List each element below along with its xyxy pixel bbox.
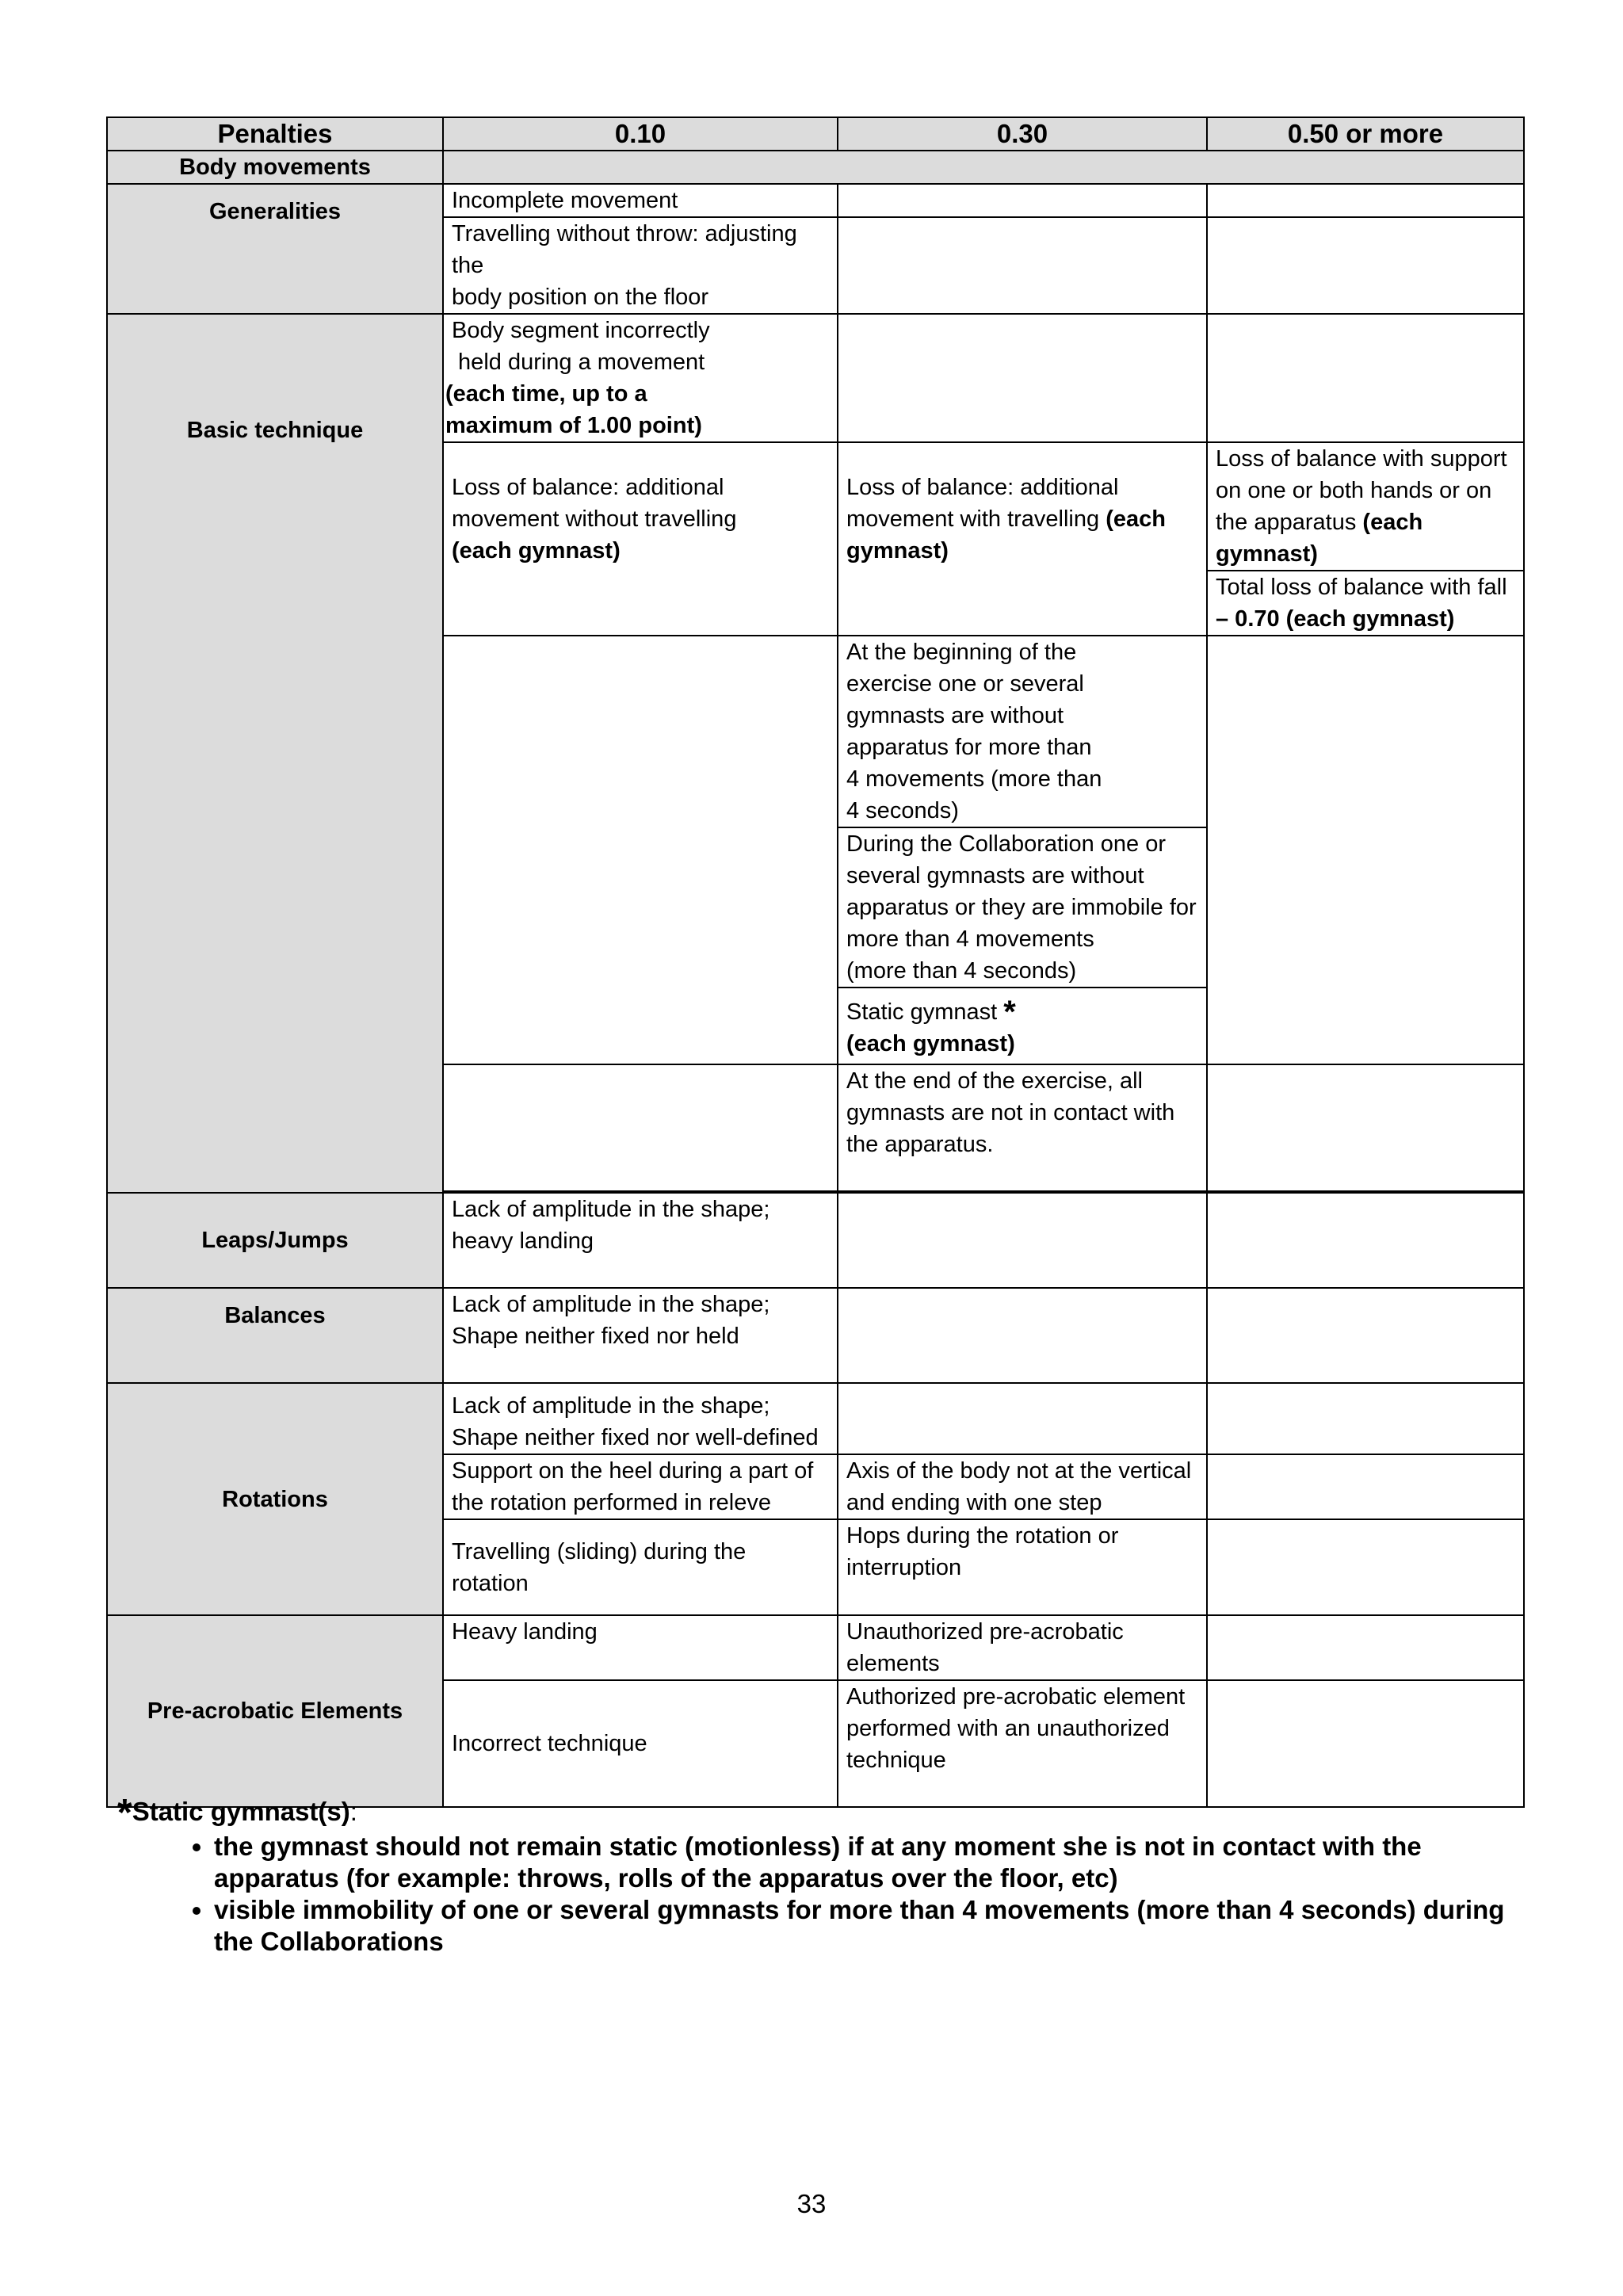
category-generalities: Generalities xyxy=(107,184,443,314)
empty-cell xyxy=(1207,1383,1524,1454)
empty-cell xyxy=(1207,184,1524,217)
header-030: 0.30 xyxy=(838,117,1207,151)
cell-line: Loss of balance with support xyxy=(1216,446,1507,472)
cell-text: Heavy landing xyxy=(443,1615,838,1680)
empty-cell xyxy=(1207,1288,1524,1383)
cell-line: 4 movements (more than xyxy=(846,766,1102,792)
cell-line: held during a movement xyxy=(452,350,705,375)
empty-cell xyxy=(1207,1680,1524,1807)
empty-cell xyxy=(838,314,1207,442)
cell-balance-030 xyxy=(838,442,1207,636)
section-filler xyxy=(443,151,1524,184)
cell-line: the rotation performed in releve xyxy=(452,1490,771,1515)
cell-line: Loss of balance: additional xyxy=(846,475,1119,500)
empty-cell xyxy=(443,636,838,1064)
cell-beginning xyxy=(838,636,1207,827)
page-number: 33 xyxy=(796,2189,827,2218)
cell-line: Body segment incorrectly xyxy=(452,318,710,343)
cell-line: Lack of amplitude in the shape; xyxy=(452,1393,770,1419)
cell-line: – 0.70 (each gymnast) xyxy=(1216,606,1455,632)
table-row xyxy=(107,1383,1524,1454)
cell-line: (each gymnast) xyxy=(846,1031,1015,1056)
section-row xyxy=(107,151,1524,184)
table-row xyxy=(107,314,1524,442)
section-body-movements: Body movements xyxy=(107,151,443,184)
header-penalties: Penalties xyxy=(107,117,443,151)
cell-text xyxy=(443,1288,838,1383)
header-010: 0.10 xyxy=(443,117,838,151)
cell-collaboration xyxy=(838,827,1207,988)
empty-cell xyxy=(1207,1193,1524,1288)
cell-line: (each gymnast) xyxy=(452,538,621,563)
cell-line: heavy landing xyxy=(452,1228,594,1254)
cell-text xyxy=(443,217,838,314)
cell-line: movement with travelling (each xyxy=(846,506,1166,532)
asterisk-mark: * xyxy=(1003,995,1016,1030)
category-rotations: Rotations xyxy=(107,1383,443,1615)
empty-cell xyxy=(1207,1519,1524,1615)
cell-line: elements xyxy=(846,1651,940,1676)
cell-line: several gymnasts are without xyxy=(846,863,1144,888)
cell-line: Shape neither fixed nor well-defined xyxy=(452,1425,819,1450)
cell-text xyxy=(443,1454,838,1519)
cell-line: Support on the heel during a part of xyxy=(452,1458,814,1484)
empty-cell xyxy=(1207,1454,1524,1519)
category-label: Basic technique xyxy=(186,417,364,443)
cell-balance-010 xyxy=(443,442,838,636)
cell-balance-050a xyxy=(1207,442,1524,571)
category-balances: Balances xyxy=(107,1288,443,1383)
cell-line: gymnast) xyxy=(1216,541,1318,567)
cell-line: (each time, up to a xyxy=(445,381,647,407)
list-item: • the gymnast should not remain static (motionless) if at any moment she is not in contact with the apparatus (for example: throws, rolls of the apparatus over the floor, etc) xyxy=(214,1831,1512,1894)
cell-static-gymnast xyxy=(838,988,1207,1064)
cell-line: Lack of amplitude in the shape; xyxy=(452,1197,770,1222)
cell-text xyxy=(443,1193,838,1288)
cell-line: Axis of the body not at the vertical xyxy=(846,1458,1192,1484)
empty-cell xyxy=(838,184,1207,217)
cell-text xyxy=(838,1454,1207,1519)
footnote-colon: : xyxy=(349,1797,357,1826)
cell-line: interruption xyxy=(846,1555,962,1580)
cell-line: Travelling without throw: adjusting the xyxy=(452,221,797,278)
cell-line: apparatus for more than xyxy=(846,735,1092,760)
cell-text: Incomplete movement xyxy=(443,184,838,217)
cell-line: maximum of 1.00 point) xyxy=(445,413,702,438)
cell-balance-050b xyxy=(1207,571,1524,636)
list-item: • visible immobility of one or several gymnasts for more than 4 movements (more than 4 seconds) during the Collaborations xyxy=(214,1894,1512,1958)
empty-cell xyxy=(1207,1615,1524,1680)
cell-line: Lack of amplitude in the shape; xyxy=(452,1292,770,1317)
footnote xyxy=(117,1793,1512,1958)
category-pre-acrobatic: Pre-acrobatic Elements xyxy=(107,1615,443,1807)
cell-line: movement without travelling xyxy=(452,506,737,532)
cell-line: (more than 4 seconds) xyxy=(846,958,1077,984)
cell-line: on one or both hands or on xyxy=(1216,478,1492,503)
cell-line: exercise one or several xyxy=(846,671,1084,697)
cell-line: Authorized pre-acrobatic element xyxy=(846,1684,1186,1710)
cell-line: Static gymnast * xyxy=(846,995,1016,1030)
cell-line: technique xyxy=(846,1748,946,1773)
asterisk-mark: * xyxy=(117,1792,132,1834)
cell-line: body position on the floor xyxy=(452,285,709,310)
empty-cell xyxy=(1207,1064,1524,1191)
cell-text xyxy=(838,1615,1207,1680)
empty-cell xyxy=(838,217,1207,314)
cell-line: Hops during the rotation or xyxy=(846,1523,1119,1549)
empty-cell xyxy=(443,1064,838,1191)
cell-line: apparatus or they are immobile for xyxy=(846,895,1197,920)
cell-line: Shape neither fixed nor held xyxy=(452,1324,739,1349)
cell-line: Unauthorized pre-acrobatic xyxy=(846,1619,1124,1645)
cell-line: Total loss of balance with fall xyxy=(1216,575,1507,600)
cell-text xyxy=(838,1680,1207,1807)
cell-end xyxy=(838,1064,1207,1191)
cell-line: the apparatus (each xyxy=(1216,510,1423,535)
empty-cell xyxy=(838,1193,1207,1288)
table-row xyxy=(107,1288,1524,1383)
empty-cell xyxy=(1207,314,1524,442)
table-row xyxy=(107,184,1524,217)
cell-text xyxy=(443,314,838,442)
cell-text: Incorrect technique xyxy=(443,1680,838,1807)
cell-line: During the Collaboration one or xyxy=(846,831,1167,857)
cell-line: 4 seconds) xyxy=(846,798,959,823)
header-050: 0.50 or more xyxy=(1207,117,1524,151)
category-basic-technique xyxy=(107,314,443,1193)
cell-line: Loss of balance: additional xyxy=(452,475,724,500)
cell-line: the apparatus. xyxy=(846,1132,994,1157)
empty-cell xyxy=(838,1383,1207,1454)
footnote-list xyxy=(117,1831,1512,1958)
cell-line: and ending with one step xyxy=(846,1490,1102,1515)
cell-line: gymnast) xyxy=(846,538,949,563)
empty-cell xyxy=(1207,636,1524,1064)
footnote-title: Static gymnast(s) xyxy=(132,1797,350,1826)
cell-line: At the end of the exercise, all xyxy=(846,1068,1143,1094)
cell-line: gymnasts are not in contact with xyxy=(846,1100,1175,1125)
footnote-heading xyxy=(117,1792,1512,1834)
category-leaps-jumps: Leaps/Jumps xyxy=(107,1193,443,1288)
cell-line: gymnasts are without xyxy=(846,703,1064,728)
cell-line: At the beginning of the xyxy=(846,640,1077,665)
table-row xyxy=(107,1615,1524,1680)
penalties-table xyxy=(106,117,1525,1808)
cell-line: performed with an unauthorized xyxy=(846,1716,1170,1741)
cell-text xyxy=(443,1383,838,1454)
header-row xyxy=(107,117,1524,151)
cell-text xyxy=(838,1519,1207,1615)
table-row xyxy=(107,1193,1524,1288)
empty-cell xyxy=(838,1288,1207,1383)
empty-cell xyxy=(1207,217,1524,314)
cell-text: Travelling (sliding) during the rotation xyxy=(443,1519,838,1615)
cell-line: more than 4 movements xyxy=(846,926,1094,952)
